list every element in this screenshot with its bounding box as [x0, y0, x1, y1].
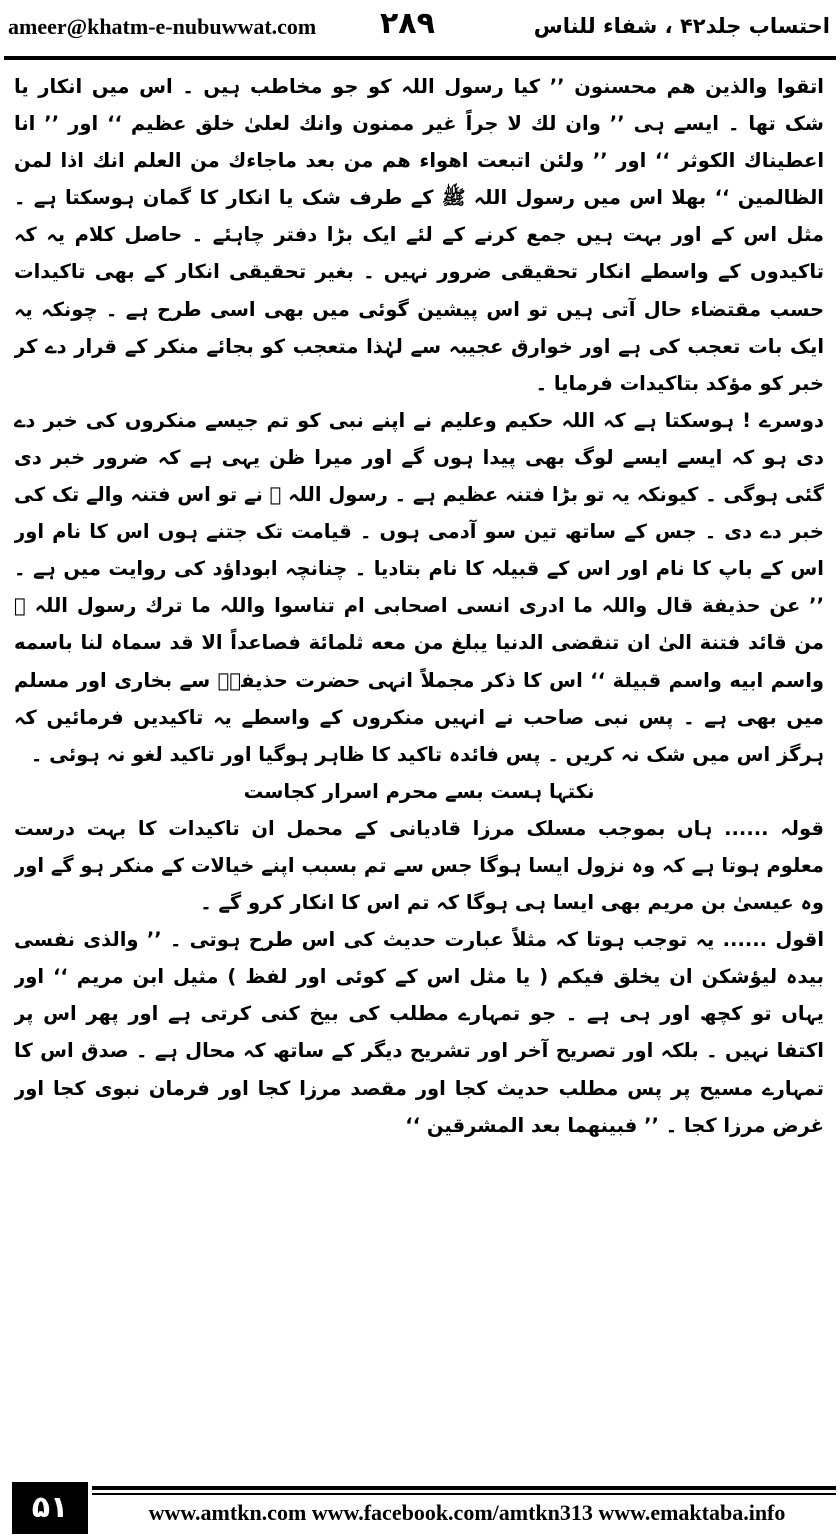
footer-rule-thin [92, 1493, 836, 1495]
page-footer [0, 1478, 840, 1540]
paragraph-1: اتقوا والذین ھم محسنون ’’ کیا رسول اللہ کو جو مخاطب ہیں ۔ اس میں انکار یا شک تھا ۔ ایسے ہی ’’ وان لك لا جراً غیر ممنون وانك لعلیٰ خلق عظیم ‘‘ اور ’’ انا اعطیناك الکوثر ‘‘ اور ’’ ولئن اتبعت اھواء ھم من بعد ماجاءك من العلم انك اذا لمن الظالمین ‘‘ بھلا اس میں رسول اللہ ﷺ کے طرف شک یا انکار کا گمان ہوسکتا ہے ۔ مثل اس کے اور بہت ہیں جمع کرنے کے لئے ایک بڑا دفتر چاہئے ۔ حاصل کلام یہ کہ تاکیدوں کے واسطے انکار تحقیقی ضرور نہیں ۔ بغیر تحقیقی انکار کے بھی تاکیدات حسب مقتضاء حال آتی ہیں تو اس پیشین گوئی میں بھی اسی طرح ہے ۔ چونکہ یہ ایک بات تعجب کی ہے اور خوارق عجیبہ سے لہٰذا متعجب کو بجائے منکر کے قرار دے کر خبر کو مؤکد بتاکیدات فرمایا ۔ [14, 75, 824, 395]
page-header [0, 0, 840, 64]
footer-links: www.amtkn.com www.facebook.com/amtkn313 www.emaktaba.info [148, 1500, 786, 1525]
page-body [14, 68, 824, 1454]
header-rule [4, 56, 836, 60]
poem-line: نکتہا ہست بسے محرم اسرار کجاست [243, 779, 595, 803]
paragraph-2: دوسرے ! ہوسکتا ہے کہ اللہ حکیم وعلیم نے اپنے نبی کو تم جیسے منکروں کی خبر دے دی ہو کہ ایسے ایسے لوگ بھی پیدا ہوں گے اور میرا ظن یہی ہے کہ ضرور خبر دی گئی ہوگی ۔ کیونکہ یہ تو بڑا فتنہ عظیم ہے ۔ رسول اللہ ﷺ نے تو اس فتنہ والے تک کی خبر دے دی ۔ جس کے ساتھ تین سو آدمی ہوں ۔ قیامت تک جتنے ہوں اس کا نام اور اس کے باپ کا نام اور اس کے قبیلہ کا نام بتادیا ۔ چنانچہ ابوداؤد کی روایت میں ہے ۔ ’’ عن حذیفة قال واللہ ما ادری انسی اصحابی ام تناسوا واللہ ما ترك رسول اللہ ﷺ من قائد فتنة الیٰ ان تنقضی الدنیا یبلغ من معه ثلمائة فصاعداً الا قد سماہ لنا باسمه واسم ابیه واسم قبیلة ‘‘ اس کا ذکر مجملاً انہی حضرت حذیفہؓ سے بخاری اور مسلم میں بھی ہے ۔ پس نبی صاحب نے انہیں منکروں کے واسطے یہ تاکیدیں فرمائیں کہ ہرگز اس میں شک نہ کریں ۔ پس فائدہ تاکید کا ظاہر ہوگیا اور تاکید لغو نہ ہوئی ۔ [14, 408, 824, 766]
qawluhu-paragraph: قولہ ...... ہاں بموجب مسلک مرزا قادیانی کے محمل ان تاکیدات کا بہت درست معلوم ہوتا ہے کہ وہ نزول ایسا ہوگا جس سے تم بسبب اپنے خیالات کے منکر ہو گے اور وہ عیسیٰ بن مریم بھی ایسا ہی ہوگا کہ تم اس کا انکار کرو گے ۔ [14, 816, 824, 915]
footer-rule-thick [92, 1486, 836, 1490]
header-book-title: احتساب جلد۴۲ ، شفاء للناس [533, 14, 830, 38]
footer-page-number: ۵۱ [12, 1482, 88, 1534]
header-page-number: ۲۸۹ [380, 6, 435, 41]
aqulu-paragraph: اقول ...... یہ توجب ہوتا کہ مثلاً عبارت حدیث کی اس طرح ہوتی ۔ ’’ والذی نفسی بیدہ لیؤشکن ان یخلق فیکم ( یا مثل اس کے کوئی اور لفظ ) مثیل ابن مریم ‘‘ اور یہاں تو کچھ اور ہی ہے ۔ جو تمہارے مطلب کی بیخ کنی کرتی ہے اور پھر اس پر اکتفا نہیں ۔ بلکہ اور تصریح آخر اور تشریح دیگر کے ساتھ کہ محال ہے ۔ صدق اس کا تمہارے مسیح پر پس مطلب حدیث کجا اور مقصد مرزا کجا اور فرمان نبوی کجا اور غرض مرزا کجا ۔ ’’ فبینھما بعد المشرقین ‘‘ [14, 928, 824, 1137]
header-email: ameer@khatm-e-nubuwwat.com [8, 14, 317, 39]
